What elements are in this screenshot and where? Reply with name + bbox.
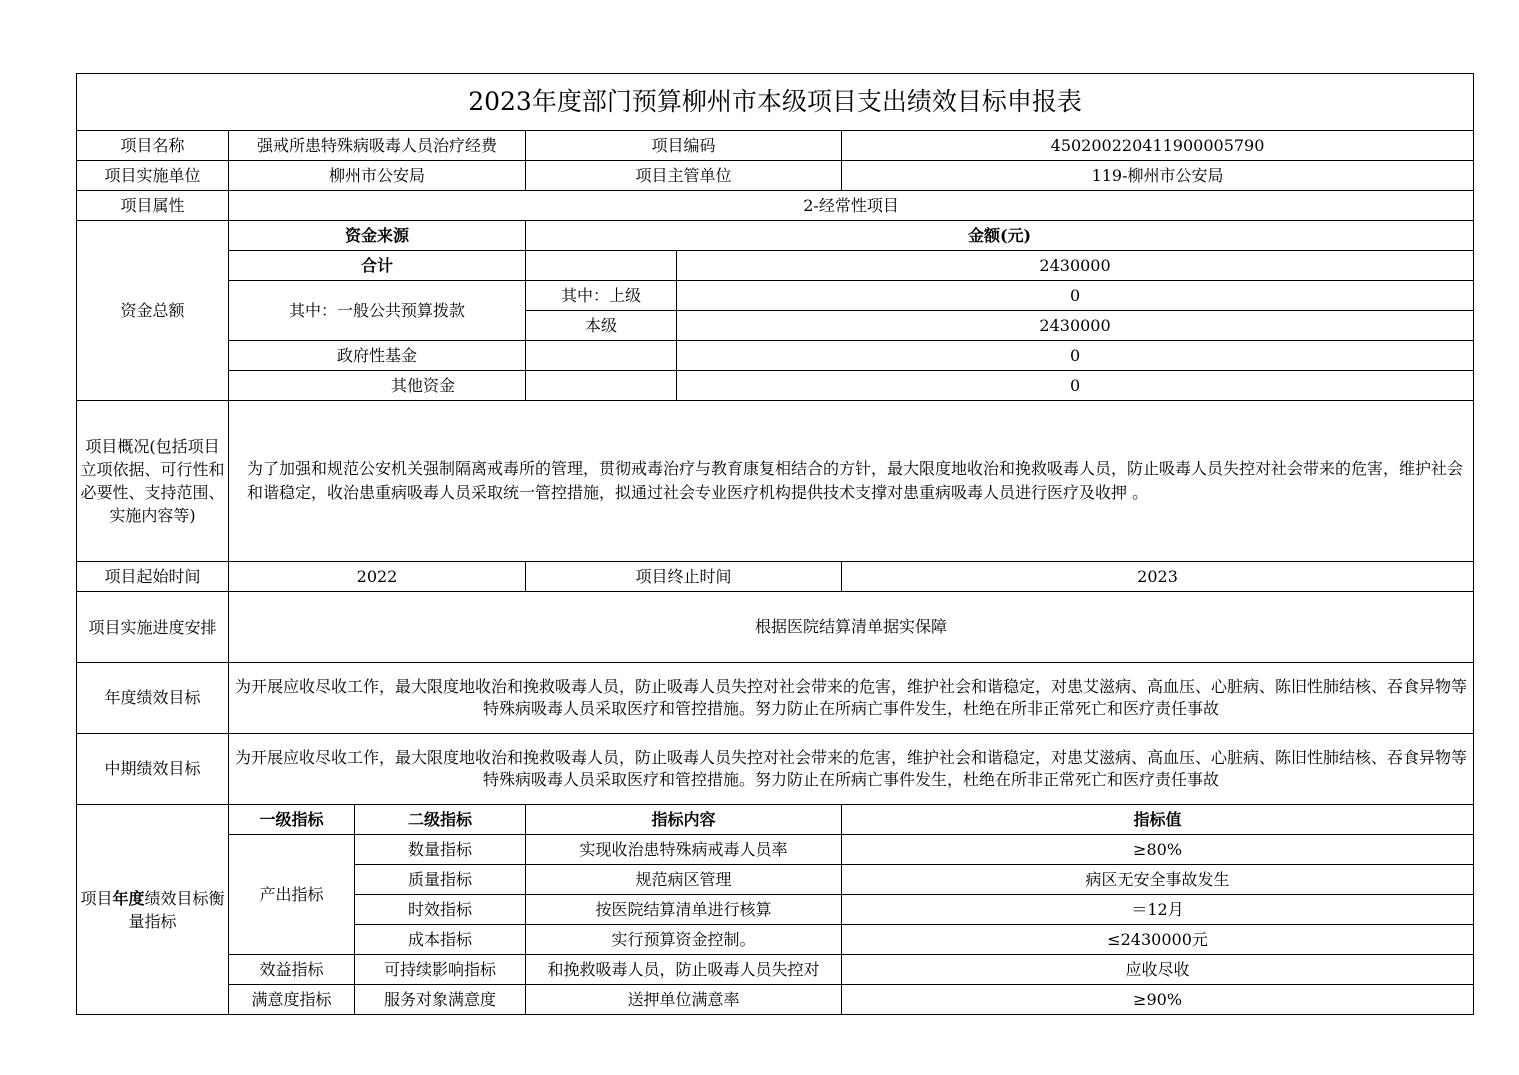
funds-total-empty xyxy=(526,251,677,281)
performance-target-table xyxy=(76,73,1474,1015)
supervisor-label: 项目主管单位 xyxy=(526,161,842,191)
indicator-level2: 成本指标 xyxy=(355,925,526,955)
indicator-content: 实现收治患特殊病戒毒人员率 xyxy=(526,835,842,865)
start-time-label: 项目起始时间 xyxy=(77,562,229,592)
indicator-value: 病区无安全事故发生 xyxy=(842,865,1474,895)
funds-general-label: 其中：一般公共预算拨款 xyxy=(229,281,526,341)
annual-goal-text: 为开展应收尽收工作，最大限度地收治和挽救吸毒人员，防止吸毒人员失控对社会带来的危害，维护社会和谐稳定，对患艾滋病、高血压、心脏病、陈旧性肺结核、吞食异物等特殊病吸毒人员采取医疗和管控措施。努力防止在所病亡事件发生，杜绝在所非正常死亡和医疗责任事故 xyxy=(229,663,1474,734)
overview-text: 为了加强和规范公安机关强制隔离戒毒所的管理，贯彻戒毒治疗与教育康复相结合的方针，最大限度地收治和挽救吸毒人员，防止吸毒人员失控对社会带来的危害，维护社会和谐稳定，收治患重病吸毒人员采取统一管控措施，拟通过社会专业医疗机构提供技术支撑对患重病吸毒人员进行医疗及收押 。 xyxy=(229,401,1474,562)
indicator-content: 实行预算资金控制。 xyxy=(526,925,842,955)
project-code-value: 450200220411900005790 xyxy=(842,131,1474,161)
indicator-header-level1: 一级指标 xyxy=(229,805,355,835)
indicator-content: 按医院结算清单进行核算 xyxy=(526,895,842,925)
funds-amount-header: 金额(元) xyxy=(526,221,1474,251)
funds-label: 资金总额 xyxy=(77,221,229,401)
funds-gov-empty xyxy=(526,341,677,371)
indicator-value: ≤2430000元 xyxy=(842,925,1474,955)
impl-unit-label: 项目实施单位 xyxy=(77,161,229,191)
project-code-label: 项目编码 xyxy=(526,131,842,161)
indicators-label-post: 绩效目标衡量指标 xyxy=(128,888,225,931)
funds-gov-value: 0 xyxy=(677,341,1474,371)
indicator-value: ≥80% xyxy=(842,835,1474,865)
funds-local-value: 2430000 xyxy=(677,311,1474,341)
indicator-content: 送押单位满意率 xyxy=(526,985,842,1015)
funds-other-empty xyxy=(526,371,677,401)
start-time-value: 2022 xyxy=(229,562,526,592)
benefit-indicator-label: 效益指标 xyxy=(229,955,355,985)
impl-unit-value: 柳州市公安局 xyxy=(229,161,526,191)
funds-other-value: 0 xyxy=(677,371,1474,401)
attribute-label: 项目属性 xyxy=(77,191,229,221)
overview-label: 项目概况(包括项目立项依据、可行性和必要性、支持范围、实施内容等) xyxy=(77,401,229,562)
indicator-header-level2: 二级指标 xyxy=(355,805,526,835)
funds-local-label: 本级 xyxy=(526,311,677,341)
project-name-label: 项目名称 xyxy=(77,131,229,161)
funds-total-label: 合计 xyxy=(229,251,526,281)
indicators-label xyxy=(77,805,229,1015)
indicator-header-value: 指标值 xyxy=(842,805,1474,835)
indicator-content: 规范病区管理 xyxy=(526,865,842,895)
indicator-level2: 数量指标 xyxy=(355,835,526,865)
output-indicator-label: 产出指标 xyxy=(229,835,355,955)
funds-upper-value: 0 xyxy=(677,281,1474,311)
schedule-text: 根据医院结算清单据实保障 xyxy=(229,592,1474,663)
funds-upper-label: 其中：上级 xyxy=(526,281,677,311)
indicator-level2: 可持续影响指标 xyxy=(355,955,526,985)
end-time-label: 项目终止时间 xyxy=(526,562,842,592)
schedule-label: 项目实施进度安排 xyxy=(77,592,229,663)
attribute-value: 2-经常性项目 xyxy=(229,191,1474,221)
funds-gov-label: 政府性基金 xyxy=(229,341,526,371)
end-time-value: 2023 xyxy=(842,562,1474,592)
funds-total-value: 2430000 xyxy=(677,251,1474,281)
satisfaction-indicator-label: 满意度指标 xyxy=(229,985,355,1015)
indicator-value: ＝12月 xyxy=(842,895,1474,925)
indicator-level2: 质量指标 xyxy=(355,865,526,895)
project-name-value: 强戒所患特殊病吸毒人员治疗经费 xyxy=(229,131,526,161)
mid-goal-label: 中期绩效目标 xyxy=(77,734,229,805)
indicator-level2: 服务对象满意度 xyxy=(355,985,526,1015)
indicators-label-pre: 项目 xyxy=(80,888,113,908)
indicator-level2: 时效指标 xyxy=(355,895,526,925)
indicator-value: 应收尽收 xyxy=(842,955,1474,985)
funds-source-header: 资金来源 xyxy=(229,221,526,251)
mid-goal-text: 为开展应收尽收工作，最大限度地收治和挽救吸毒人员，防止吸毒人员失控对社会带来的危害，维护社会和谐稳定，对患艾滋病、高血压、心脏病、陈旧性肺结核、吞食异物等特殊病吸毒人员采取医疗和管控措施。努力防止在所病亡事件发生，杜绝在所非正常死亡和医疗责任事故 xyxy=(229,734,1474,805)
form-title: 2023年度部门预算柳州市本级项目支出绩效目标申报表 xyxy=(77,74,1474,131)
indicator-header-content: 指标内容 xyxy=(526,805,842,835)
supervisor-value: 119-柳州市公安局 xyxy=(842,161,1474,191)
indicators-label-bold: 年度 xyxy=(112,888,145,908)
indicator-value: ≥90% xyxy=(842,985,1474,1015)
annual-goal-label: 年度绩效目标 xyxy=(77,663,229,734)
indicator-content: 和挽救吸毒人员，防止吸毒人员失控对 xyxy=(526,955,842,985)
funds-other-label: 其他资金 xyxy=(229,371,526,401)
